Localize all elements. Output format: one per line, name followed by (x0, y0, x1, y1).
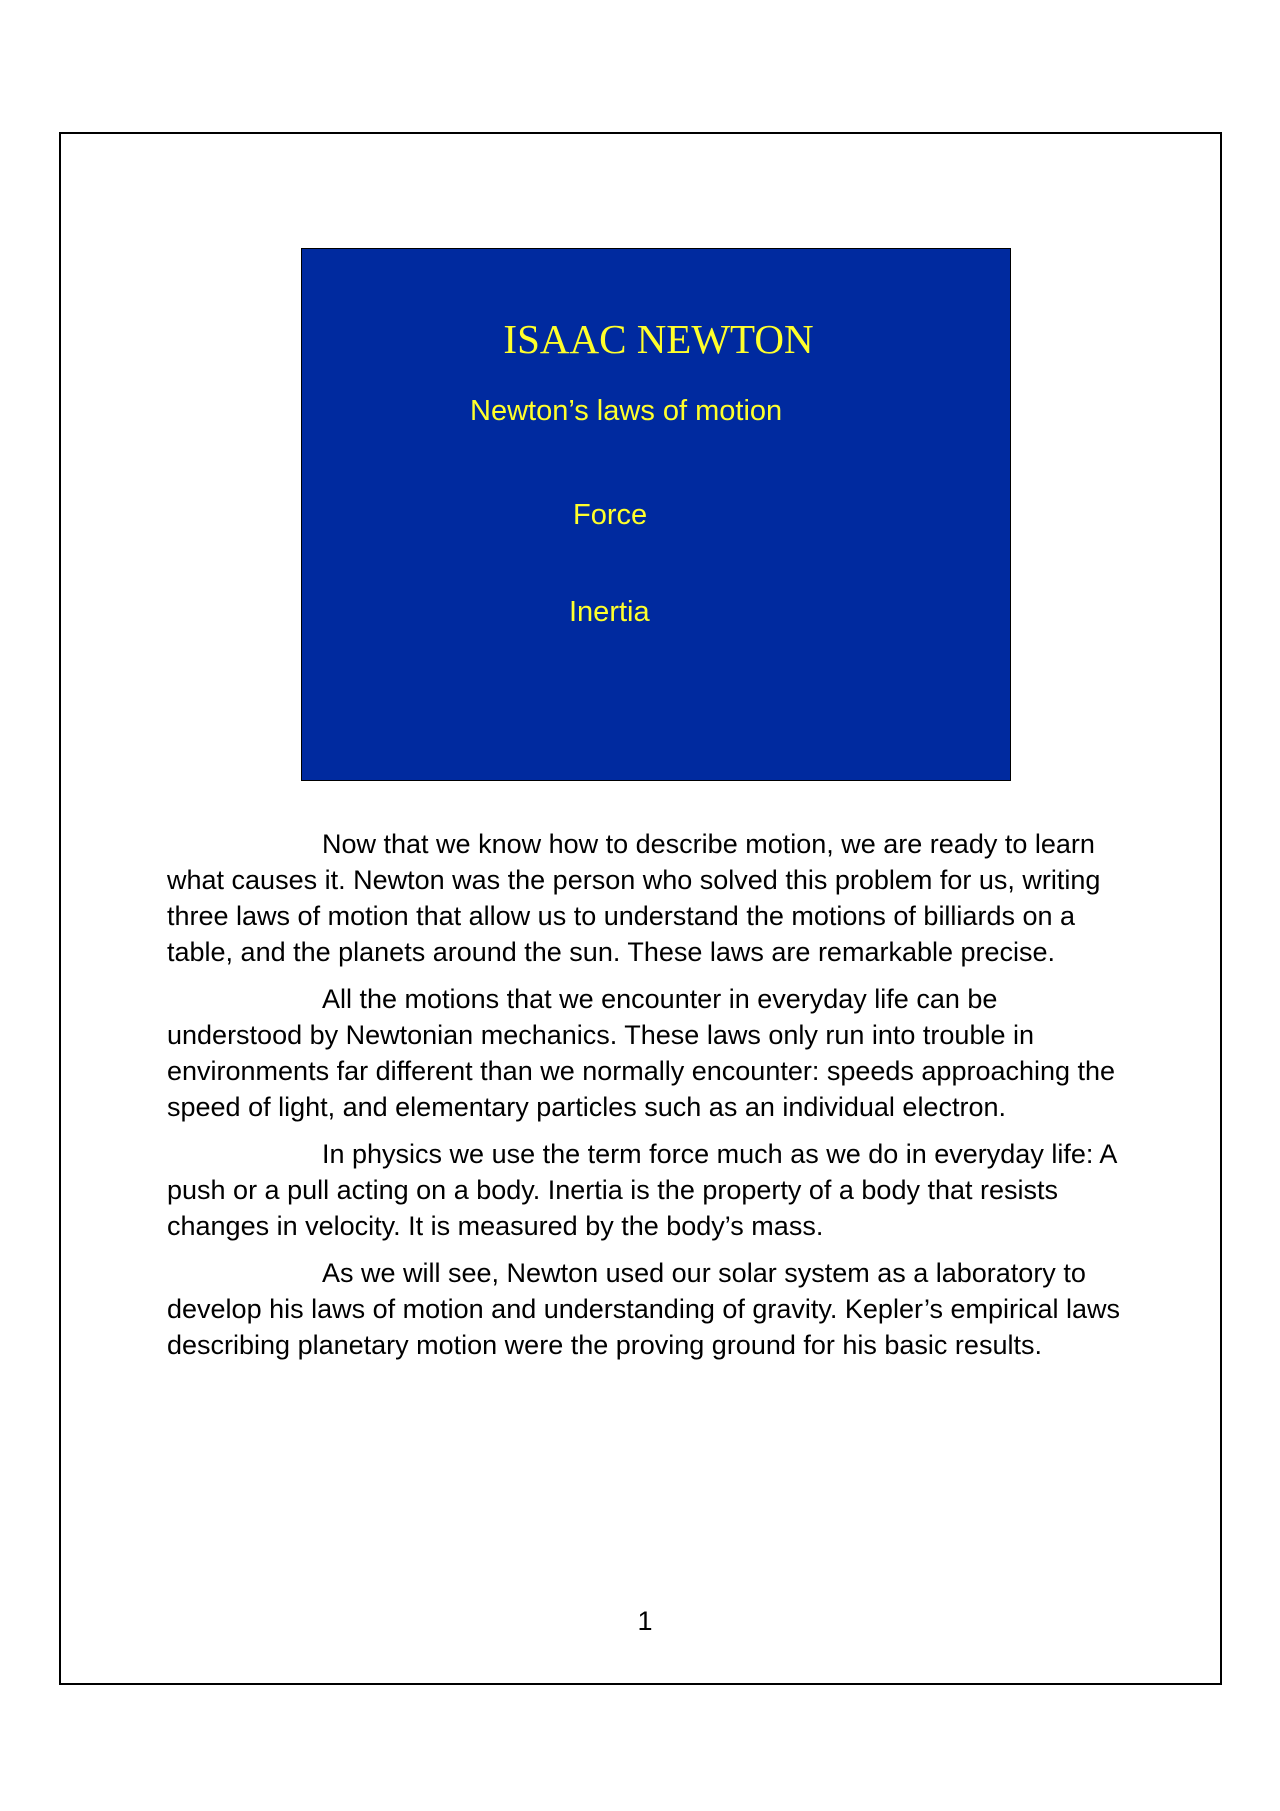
slide-item-inertia: Inertia (569, 596, 650, 628)
paragraph-1: Now that we know how to describe motion, we are ready to learn what causes it. Newton was the person who solved this problem for us, writing three laws of motion that allow us to understand the motions of billiards on a table, and the planets around the sun. These laws are remarkable precise. (167, 829, 1101, 967)
paragraph-4: As we will see, Newton used our solar system as a laboratory to develop his laws of motion and understanding of gravity. Kepler’s empirical laws describing planetary motion were the proving ground for his basic results. (167, 1258, 1121, 1360)
page-number: 1 (637, 1606, 653, 1636)
paragraph-2: All the motions that we encounter in everyday life can be understood by Newtonian mechanics. These laws only run into trouble in environments far different than we normally encounter: speeds approaching the speed of light, and elementary particles such as an individual electron. (167, 984, 1116, 1122)
title-slide-image (301, 248, 1011, 781)
paragraph-3: In physics we use the term force much as we do in everyday life: A push or a pull acting on a body. Inertia is the property of a body that resists changes in velocity. It is measured by the body’s mass. (167, 1139, 1116, 1241)
slide-title: ISAAC NEWTON (503, 316, 814, 362)
slide-item-force: Force (573, 499, 648, 531)
body-text (167, 826, 1127, 1374)
slide-subtitle: Newton’s laws of motion (470, 395, 783, 427)
